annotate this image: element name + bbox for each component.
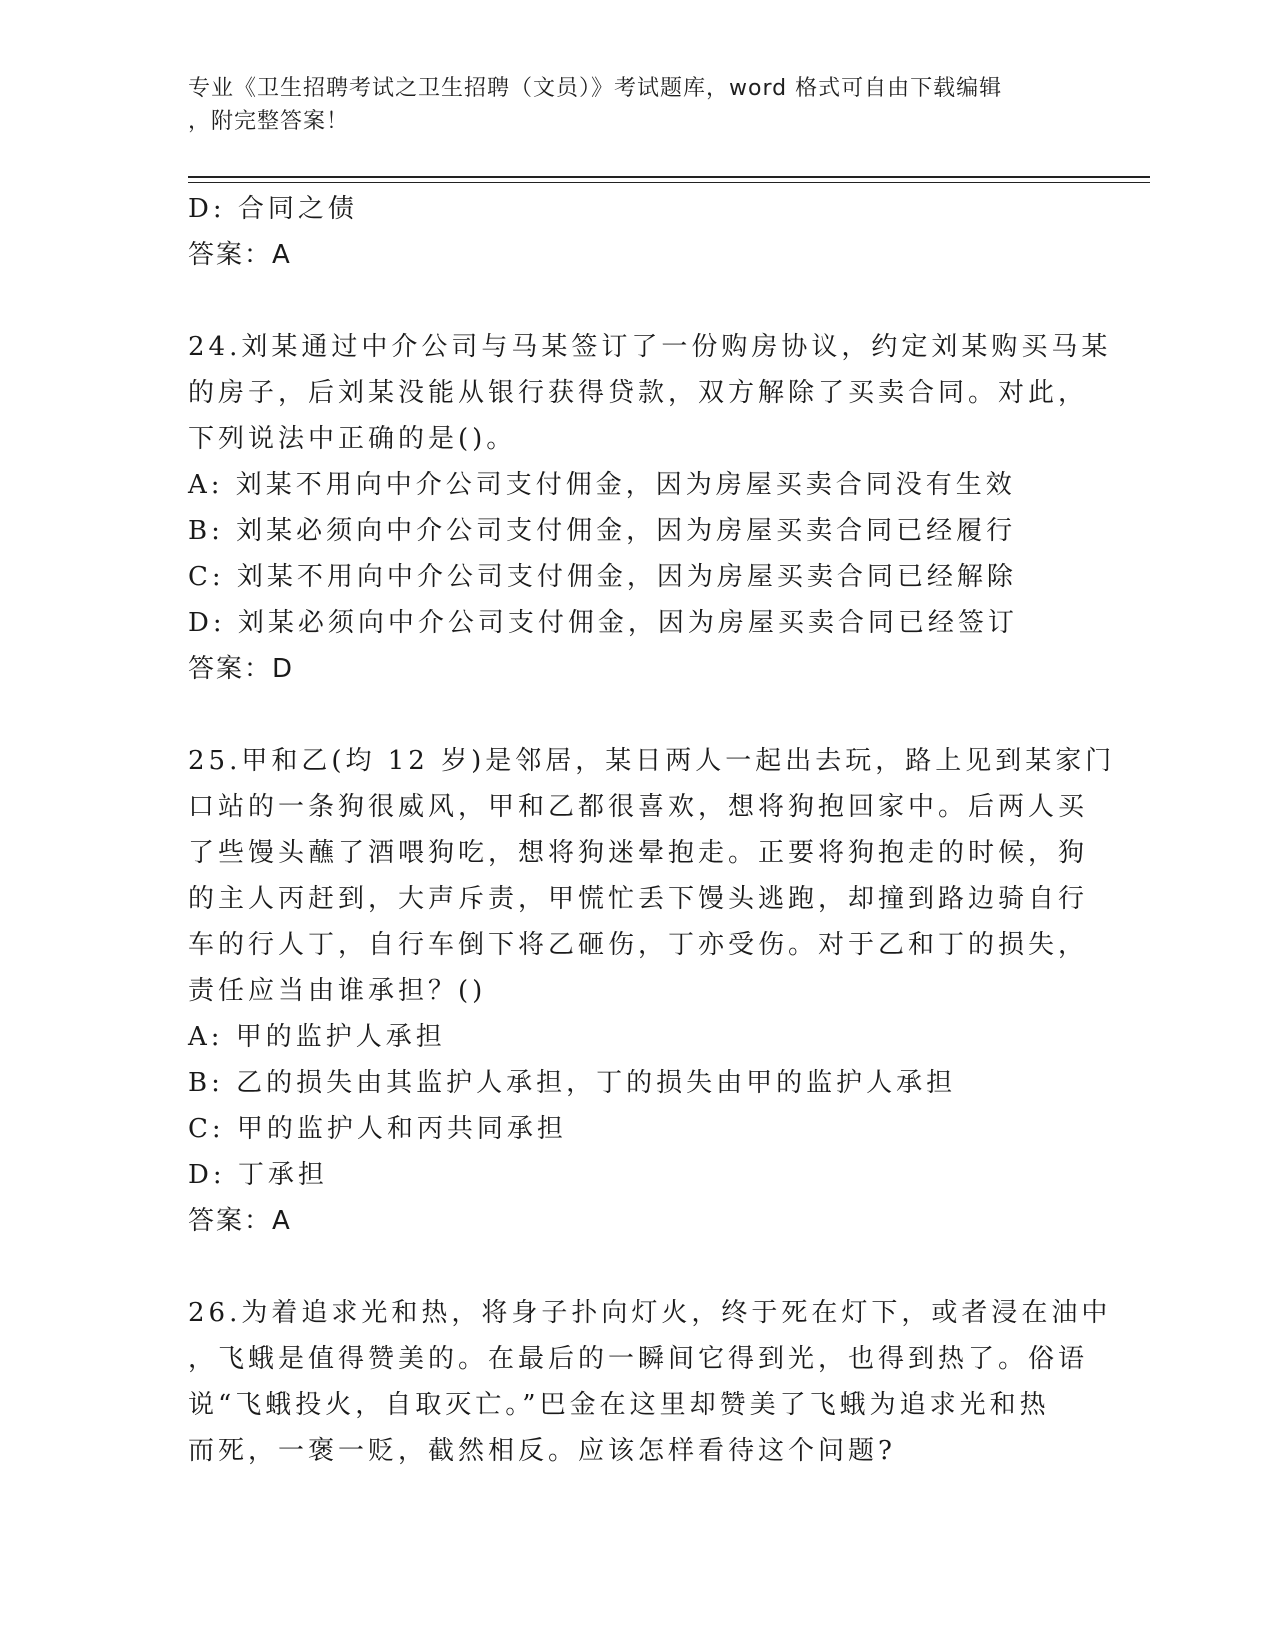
spacer [188,1244,1068,1290]
prev-answer: 答案：A [188,240,292,270]
spacer [188,278,1068,324]
header-line-1: 专业《卫生招聘考试之卫生招聘（文员）》考试题库，word 格式可自由下载编辑 [188,76,1003,101]
question-26 [188,1290,1112,1474]
question-24 [188,324,1112,692]
document-body [188,186,1116,1474]
page-header [188,72,1068,138]
q25-stem-line: 了些馒头蘸了酒喂狗吃，想将狗迷晕抱走。正要将狗抱走的时候，狗 [188,838,1089,868]
q24-option-c: C: 刘某不用向中介公司支付佣金，因为房屋买卖合同已经解除 [188,562,1017,592]
header-line-2: ，附完整答案！ [188,109,350,134]
q26-stem-line: 26.为着追求光和热，将身子扑向灯火，终于死在灯下，或者浸在油中 [188,1298,1112,1328]
q25-answer: 答案：A [188,1206,292,1236]
q25-stem-line: 25.甲和乙(均 12 岁)是邻居，某日两人一起出去玩，路上见到某家门 [188,746,1116,776]
q25-stem-line: 责任应当由谁承担？() [188,976,487,1006]
q25-option-d: D: 丁承担 [188,1160,328,1190]
prev-option-d: D: 合同之债 [188,194,358,224]
question-25 [188,738,1116,1244]
q24-answer: 答案：D [188,654,295,684]
q24-option-d: D: 刘某必须向中介公司支付佣金，因为房屋买卖合同已经签订 [188,608,1018,638]
q25-stem-line: 的主人丙赶到，大声斥责，甲慌忙丢下馒头逃跑，却撞到路边骑自行 [188,884,1089,914]
q24-stem-line: 24.刘某通过中介公司与马某签订了一份购房协议，约定刘某购买马某 [188,332,1112,362]
q25-option-c: C: 甲的监护人和丙共同承担 [188,1114,567,1144]
q26-stem-line: 说“飞蛾投火，自取灭亡。”巴金在这里却赞美了飞蛾为追求光和热 [188,1390,1050,1420]
q24-option-a: A: 刘某不用向中介公司支付佣金，因为房屋买卖合同没有生效 [188,470,1016,500]
q26-stem-line: ，飞蛾是值得赞美的。在最后的一瞬间它得到光，也得到热了。俗语 [188,1344,1089,1374]
q26-stem-line: 而死，一褒一贬，截然相反。应该怎样看待这个问题? [188,1436,896,1466]
q25-option-b: B: 乙的损失由其监护人承担，丁的损失由甲的监护人承担 [188,1068,957,1098]
q24-stem-line: 的房子，后刘某没能从银行获得贷款，双方解除了买卖合同。对此， [188,378,1089,408]
q25-stem-line: 车的行人丁，自行车倒下将乙砸伤，丁亦受伤。对于乙和丁的损失， [188,930,1089,960]
q25-option-a: A: 甲的监护人承担 [188,1022,446,1052]
q24-stem-line: 下列说法中正确的是()。 [188,424,517,454]
q25-stem-line: 口站的一条狗很威风，甲和乙都很喜欢，想将狗抱回家中。后两人买 [188,792,1089,822]
header-divider [188,176,1150,178]
q24-option-b: B: 刘某必须向中介公司支付佣金，因为房屋买卖合同已经履行 [188,516,1017,546]
spacer [188,692,1068,738]
header-divider-thin [188,182,1150,183]
